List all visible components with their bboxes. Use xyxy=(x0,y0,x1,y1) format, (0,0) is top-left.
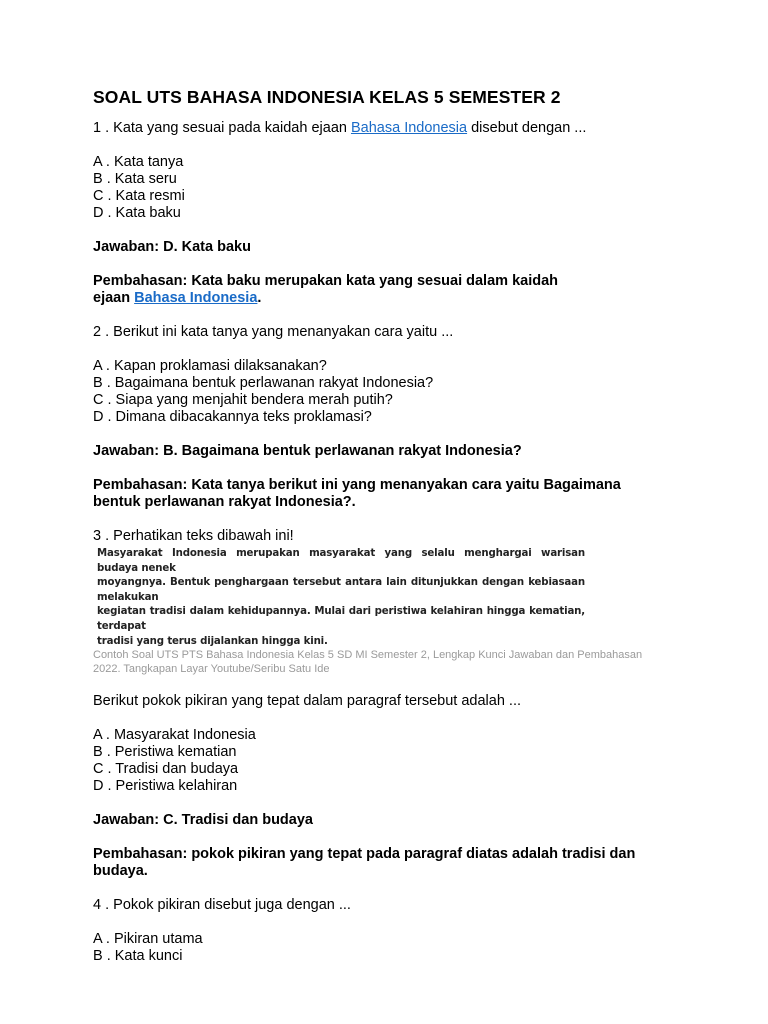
explanation-1-prefix: ejaan xyxy=(93,290,135,306)
document-page xyxy=(93,86,683,982)
option-c: C . Kata resmi xyxy=(93,188,185,204)
option-b: B . Bagaimana bentuk perlawanan rakyat Indonesia? xyxy=(93,375,434,391)
option-a: A . Kapan proklamasi dilaksanakan? xyxy=(93,358,327,374)
question-2-options xyxy=(93,358,683,426)
question-1-options xyxy=(93,154,683,222)
caption-line: Contoh Soal UTS PTS Bahasa Indonesia Kelas 5 SD MI Semester 2, Lengkap Kunci Jawaban dan Pembahasan xyxy=(93,649,643,662)
explanation-1-suffix: . xyxy=(257,290,262,306)
answer-1: Jawaban: D. Kata baku xyxy=(93,239,251,255)
question-2: 2 . Berikut ini kata tanya yang menanyakan cara yaitu ... xyxy=(93,324,454,340)
explanation-2-line: bentuk perlawanan rakyat Indonesia?. xyxy=(93,494,356,510)
option-c: C . Tradisi dan budaya xyxy=(93,761,239,778)
question-4-options xyxy=(93,931,683,965)
explanation-3-line: Pembahasan: pokok pikiran yang tepat pada paragraf diatas adalah tradisi dan xyxy=(93,846,636,863)
option-a: A . Kata tanya xyxy=(93,154,184,170)
question-4: 4 . Pokok pikiran disebut juga dengan ... xyxy=(93,897,351,914)
option-a: A . Pikiran utama xyxy=(93,931,203,948)
question-1-suffix: disebut dengan ... xyxy=(467,120,587,136)
option-b: B . Kata kunci xyxy=(93,948,183,965)
question-3-prompt: Berikut pokok pikiran yang tepat dalam paragraf tersebut adalah ... xyxy=(93,693,522,710)
question-1 xyxy=(93,120,683,137)
explanation-1 xyxy=(93,273,683,307)
option-a: A . Masyarakat Indonesia xyxy=(93,727,256,744)
option-d: D . Peristiwa kelahiran xyxy=(93,778,238,795)
excerpt-line: kegiatan tradisi dalam kehidupannya. Mulai dari peristiwa kelahiran hingga kematian, terdapat xyxy=(97,606,585,632)
excerpt-line: moyangnya. Bentuk penghargaan tersebut antara lain ditunjukkan dengan kebiasaan melakukan xyxy=(97,577,585,603)
question-1-prefix: 1 . Kata yang sesuai pada kaidah ejaan xyxy=(93,120,351,136)
option-d: D . Kata baku xyxy=(93,205,181,221)
explanation-3-line: budaya. xyxy=(93,863,148,880)
caption-line: 2022. Tangkapan Layar Youtube/Seribu Satu Ide xyxy=(93,662,330,675)
option-d: D . Dimana dibacakannya teks proklamasi? xyxy=(93,409,372,425)
question-3: 3 . Perhatikan teks dibawah ini! xyxy=(93,528,294,544)
explanation-2-line: Pembahasan: Kata tanya berikut ini yang menanyakan cara yaitu Bagaimana xyxy=(93,477,621,493)
excerpt-line: Masyarakat Indonesia merupakan masyarakat yang selalu menghargai warisan budaya nenek xyxy=(97,548,585,574)
answer-3: Jawaban: C. Tradisi dan budaya xyxy=(93,812,313,829)
answer-2: Jawaban: B. Bagaimana bentuk perlawanan rakyat Indonesia? xyxy=(93,443,522,459)
bahasa-indonesia-link[interactable]: Bahasa Indonesia xyxy=(350,120,468,136)
excerpt-image xyxy=(97,547,585,649)
explanation-3 xyxy=(93,846,683,880)
question-3-options xyxy=(93,727,683,795)
excerpt-line: tradisi yang terus dijalankan hingga kini. xyxy=(97,635,328,647)
bahasa-indonesia-link[interactable]: Bahasa Indonesia xyxy=(134,290,258,306)
page-title: SOAL UTS BAHASA INDONESIA KELAS 5 SEMESTER 2 xyxy=(93,87,561,107)
explanation-2 xyxy=(93,477,683,511)
option-b: B . Kata seru xyxy=(93,171,177,187)
option-b: B . Peristiwa kematian xyxy=(93,744,237,761)
explanation-1-line-2 xyxy=(93,290,683,307)
option-c: C . Siapa yang menjahit bendera merah putih? xyxy=(93,392,393,408)
image-caption xyxy=(93,649,683,676)
explanation-1-line: Pembahasan: Kata baku merupakan kata yang sesuai dalam kaidah xyxy=(93,273,558,289)
